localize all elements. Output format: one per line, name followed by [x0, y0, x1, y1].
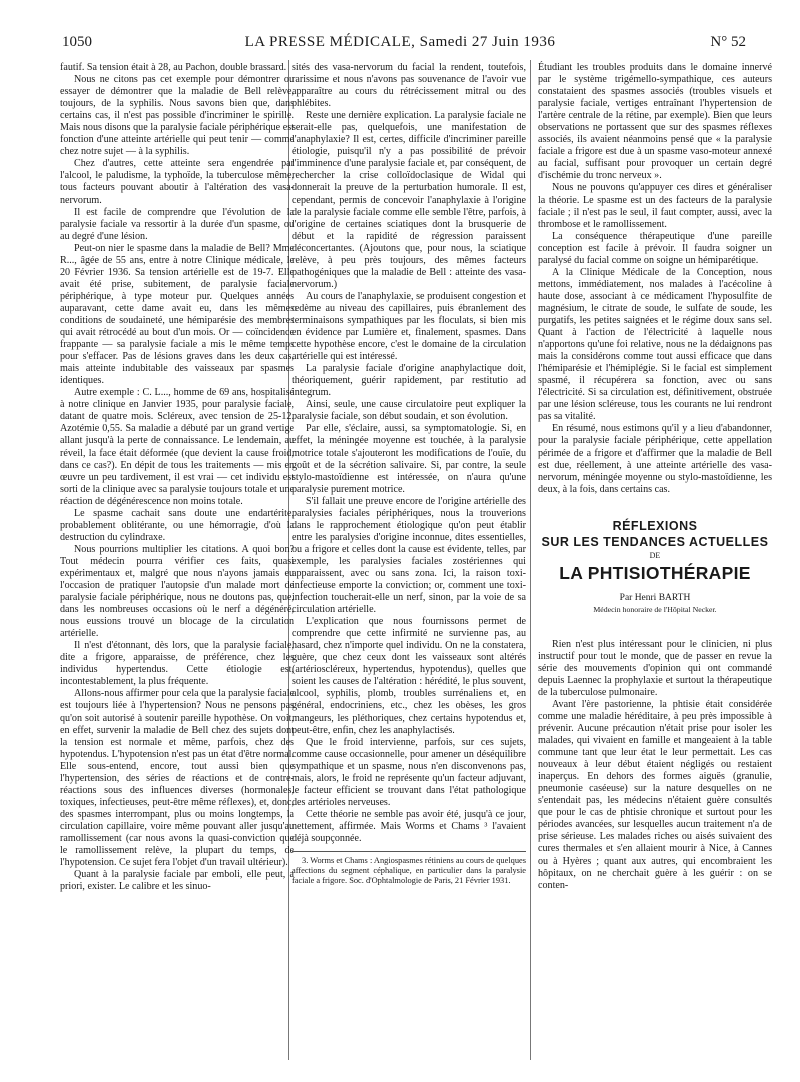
paragraph: Autre exemple : C. L..., homme de 69 ans, hospitalisé à notre clinique en Janvier 1935, pour paralysie faciale, datant de quatre mois. Scléreux, avec tension de 25-12. Azotémie 0,55. Sa maladie a débuté par un grand vertige allant jusqu'à la perte de connaissance. Le lendemain, au réveil, la face était déformée (que devient la cause froid, dans ce cas?). En dépit de tous les traitements — mis en œuvre un peu tardivement, il est vrai — cet individu est sorti de la clinique avec sa paralysie toujours totale et une réaction de dégénérescence non moins totale. [60, 387, 294, 507]
page-number: 1050 [62, 34, 92, 50]
paragraph: Ainsi, seule, une cause circulatoire peut expliquer la paralysie faciale, son début soudain, et son évolution. [292, 399, 526, 423]
paragraph: La paralysie faciale d'origine anaphylactique doit, théoriquement, guérir rapidement, par restitutio ad integrum. [292, 363, 526, 399]
paragraph: Étudiant les troubles produits dans le domaine innervé par le système trigémello-sympathique, ces auteurs constataient des spasmes associés (troubles visuels et paralysie faciale, vertiges entraînant l'hypertension de l'artère centrale de la rétine, par exemple). Bien que leurs observations ne portassent que sur des spasmes réflexes associés, ils avaient néanmoins pensé que « la paralysie faciale a frigore est due à un spasme vaso-moteur annexé au facial, suffisant pour provoquer un certain degré d'ischémie du tronc nerveux ». [538, 62, 772, 182]
journal-title: LA PRESSE MÉDICALE, Samedi 27 Juin 1936 [244, 34, 556, 50]
paragraph: Peut-on nier le spasme dans la maladie de Bell? Mme R..., âgée de 55 ans, entre à notre Clinique médicale, le 20 Février 1936. Sa tension artérielle est de 19-7. Elle avait été prise, subitement, de paralysie faciale périphérique, à type moteur pur. Quelques années auparavant, cette dame avait eu, dans les mêmes conditions de soudaineté, une hémiparésie des membres qui avait rétrocédé au bout d'un mois. Or — coïncidence frappante — sa paralysie faciale a mis le même temps pour s'effacer. Pas de lésions graves dans les deux cas, mais atteinte indubitable des vaisseaux par spasmes identiques. [60, 242, 294, 387]
paragraph: Cette théorie ne semble pas avoir été, jusqu'à ce jour, nettement, affirmée. Mais Worms et Chams ³ l'avaient déjà soupçonnée. [292, 808, 526, 844]
column-right [538, 62, 772, 1062]
article-title-main: LA PHTISIOTHÉRAPIE [559, 562, 751, 583]
page-header [0, 0, 800, 52]
paragraph: En résumé, nous estimons qu'il y a lieu d'abandonner, pour la paralysie faciale périphérique, cette appellation périmée de a frigore et d'affirmer que la maladie de Bell est due, réellement, à une atteinte artérielle des vasa-nervorum, méningée moyenne ou stylo-mastoïdienne, les deux, à la fois, dans certains cas. [538, 423, 772, 495]
paragraph: Quant à la paralysie faciale par emboli, elle peut, a priori, exister. Le calibre et les sinuo- [60, 869, 294, 893]
paragraph: Au cours de l'anaphylaxie, se produisent congestion et œdème au niveau des capillaires, puis ébranlement des terminaisons sympathiques par les floculats, si bien mis en évidence par Lumière et, finalement, spasmes. Dans cette hypothèse encore, c'est le domaine de la circulation artérielle qui est intéressé. [292, 290, 526, 363]
paragraph: Par elle, s'éclaire, aussi, sa symptomatologie. Si, en effet, la méningée moyenne est touchée, à la paralysie motrice totale s'ajouteront les modifications de l'ouïe, du goût et de la sécrétion salivaire. Si, par contre, la seule stylo-mastoïdienne est intéressée, on n'aura qu'une paralysie purement motrice. [292, 423, 526, 495]
footnote-text: 3. Worms et Chams : Angiospasmes rétiniens au cours de quelques affections du segment céphalique, en particulier dans la paralysie faciale a frigore. Soc. d'Ophtalmologie de Paris, 21 Février 1931. [292, 856, 526, 886]
paragraph: A la Clinique Médicale de la Conception, nous mettons, immédiatement, nos malades à l'acécoline à haute dose, associant à ce médicament l'hyposulfite de magnésium, le citrate de soude, le sulfate de soude, les purgatifs, les petites saignées et le régime doux sans sel. Quant à l'action de l'électricité à laquelle nous n'apportons qu'une foi relative, nous ne la dédaignons pas mais la considérons comme tout aussi efficace que dans l'hémiparésie et l'hémiplégie. Si le facial est simplement spasmé, il récupérera sa fonction, avec ou sans l'électricité. Si sa circulation est, définitivement, obstruée par une lésion scléreuse, tous les courants ne lui rendront pas sa vitalité. [538, 266, 772, 423]
column-middle [292, 62, 526, 1062]
paragraph: Nous pourrions multiplier les citations. A quoi bon? Tout médecin pourra vérifier ces faits, quasi expérimentaux et, malgré que nous n'ayons jamais eu l'occasion de pratiquer l'autopsie d'un malade mort de paralysie faciale périphérique, nous ne doutons pas, que, dans les nombreuses occasions où le nerf a dégénéré, nous eussions trouvé un blocage de la circulation artérielle. [60, 543, 294, 640]
column-left [60, 62, 294, 1062]
paragraph: Le spasme cachait sans doute une endartérite, probablement oblitérante, ou une hémorragie, d'où la destruction du cylindraxe. [60, 507, 294, 543]
paragraph: Rien n'est plus intéressant pour le clinicien, ni plus instructif pour tout le monde, que de passer en revue la série des mouvements d'opinion qui ont commandé depuis Laennec la prophylaxie et surtout la thérapeutique de la tuberculose pulmonaire. [538, 638, 772, 698]
paragraph: Il est facile de comprendre que l'évolution de la paralysie faciale va ressortir à la durée d'un spasme, ou au degré d'une lésion. [60, 206, 294, 242]
paragraph: Nous ne pouvons qu'appuyer ces dires et généraliser la théorie. Le spasme est un des facteurs de la paralysie faciale ; il n'est pas le seul, il faut compter, aussi, avec la thrombose et le ramollissement. [538, 182, 772, 230]
article-heading [538, 518, 772, 615]
issue-number: N° 52 [710, 34, 746, 50]
article-title-line1: RÉFLEXIONS [612, 518, 698, 533]
paragraph: Allons-nous affirmer pour cela que la paralysie faciale est toujours liée à l'hypertension? Nous ne pensons pas qu'on soit autorisé à soutenir pareille hypothèse. On voit, en effet, survenir la maladie de Bell chez des sujets dont la tension est normale et même, parfois, chez des hypotendus. L'hypotension n'est pas un état d'être normal. Elle sous-entend, encore, tout aussi bien que l'hypertension, des séries de réactions et de contre-réactions sous des influences diverses (hormonales, toxiques, infectieuses, peut-être même réflexes), et, donc, des spasmes interrompant, plus ou moins longtemps, la circulation capillaire, voire même pouvant aller jusqu'au ramollissement (car nous avons la quasi-conviction que le ramollissement relève, la plupart du temps, de l'hypotension. Ce sujet fera l'objet d'un travail ultérieur). [60, 688, 294, 869]
article-author: Par Henri BARTH [619, 592, 691, 603]
author-affiliation: Médecin honoraire de l'Hôpital Necker. [593, 604, 717, 614]
paragraph: Il n'est d'étonnant, dès lors, que la paralysie faciale, dite a frigore, apparaisse, de préférence, chez les individus hypertendus. Cette étiologie est, incontestablement, la plus fréquente. [60, 640, 294, 688]
paragraph: Avant l'ère pastorienne, la phtisie était considérée comme une maladie héréditaire, à peu près impossible à prévenir. Aucune précaution n'était prise pour isoler les malades, qui vivaient en famille et mangeaient à la table commune tant que leur état le leur permettait. Les cas nouveaux à leur début étaient négligés ou restaient inaperçus. En dehors des formes aiguës (granulie, pneumonie caséeuse) sur la nature desquelles on ne s'entendait pas, les médecins n'étaient guère consultés que pour le cas de phtisie chronique et surtout pour les périodes avancées, sur lesquelles aucun traitement n'a de prise sérieuse. Les malades riches ou aisés suivaient des cures thermales et s'en allaient mourir à Nice, à Cannes ou à Hyères ; quant aux autres, qui encombraient les hôpitaux, on ne cherchait guère à les guérir : on se conten- [538, 698, 772, 891]
article-title-de: DE [649, 550, 661, 560]
footnote [292, 851, 526, 886]
column-divider [530, 60, 531, 1060]
paragraph: sités des vasa-nervorum du facial la rendent, toutefois, rarissime et nous n'avons pas souvenance de l'avoir vue apparaître au cours du rétrécissement mitral ou des phlébites. [292, 62, 526, 110]
paragraph: L'explication que nous fournissons permet de comprendre que cette infirmité ne survienne pas, au hasard, chez n'importe quel individu. On ne la constatera, guère, que chez ceux dont les vaisseaux sont altérés (artérioscléreux, hypertendus, hypotendus), quelles que soient les causes de l'altération : hérédité, le plus souvent, alcool, syphilis, plomb, troubles surrénaliens et, en général, endocriniens, etc., chez les obèses, les gros mangeurs, les pléthoriques, chez certains hypotendus et, peut-être, enfin, chez les anaphylactisés. [292, 616, 526, 736]
paragraph: fautif. Sa tension était à 28, au Pachon, double brassard. [60, 62, 287, 73]
paragraph: Que le froid intervienne, parfois, sur ces sujets, comme cause occasionnelle, pour amener un déséquilibre sympathique et un spasme, nous n'en disconvenons pas, mais, alors, le froid ne représente qu'un facteur adjuvant, le facteur efficient se trouvant dans l'état pathologique des artérioles nerveuses. [292, 736, 526, 808]
article-title-line2: SUR LES TENDANCES ACTUELLES [541, 534, 769, 549]
paragraph: Chez d'autres, cette atteinte sera engendrée par l'alcool, le paludisme, la typhoïde, la tuberculose même, tous facteurs pouvant aboutir à l'altération des vasa-nervorum. [60, 158, 294, 206]
paragraph: S'il fallait une preuve encore de l'origine artérielle des paralysies faciales périphériques, nous la trouverions dans le rapprochement étiologique qu'on peut établir entre les paralysies d'origine inconnue, dites essentielles, ou a frigore et celles dont la cause est évidente, telles, par exemple, les paralysies faciales zostériennes qui apparaissent, avec ou sans zona. Ici, la raison toxi-infectieuse emporte la conviction; or, comment une toxi-infection toucherait-elle un nerf, sinon, par la voie de sa circulation artérielle. [292, 495, 526, 616]
paragraph: Nous ne citons pas cet exemple pour démontrer ou essayer de démontrer que la maladie de Bell relève, toujours, de la syphilis. Nous savons bien que, dans certains cas, il n'est pas possible d'incriminer le spirille. Mais nous disons que la paralysie faciale périphérique est fonction d'une atteinte artérielle qui peut tenir — comme chez notre sujet — à la syphilis. [60, 74, 294, 158]
paragraph: La conséquence thérapeutique d'une pareille conception est facile à prévoir. Il faudra soigner un paralysé du facial comme on soigne un hémiparétique. [538, 230, 772, 266]
paragraph: Reste une dernière explication. La paralysie faciale ne serait-elle pas, quelquefois, une manifestation de l'anaphylaxie? Il est, certes, difficile d'incriminer pareille étiologie, puisqu'il n'y a pas possibilité de prévoir l'imminence d'une paralysie faciale et, par conséquent, de rechercher la crise colloïdoclasique de Widal qui donnerait la preuve de la perturbation humorale. Il est, cependant, permis de concevoir l'anaphylaxie à l'origine de la paralysie faciale comme elle semble l'être, parfois, à l'origine de certaines sciatiques dont la brusquerie de début et la rapidité de régression paraissent déconcertantes. (Ajoutons que, pour nous, la sciatique relève, à peu près toujours, des mêmes facteurs pathogéniques que la maladie de Bell : atteinte des vasa-nervorum.) [292, 110, 526, 290]
